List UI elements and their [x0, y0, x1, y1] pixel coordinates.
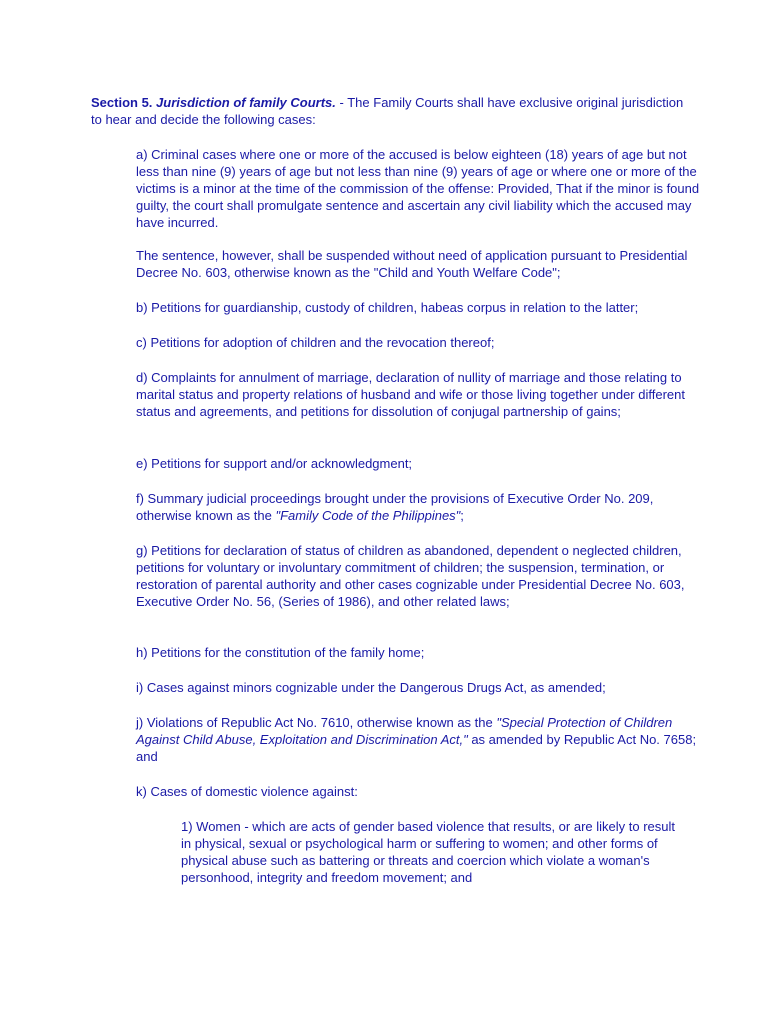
section-number: Section 5. [91, 95, 153, 110]
item-j [136, 714, 708, 765]
item-f-code-name: "Family Code of the Philippines" [275, 508, 461, 523]
item-f [136, 490, 708, 524]
item-g: g) Petitions for declaration of status of children as abandoned, dependent o neglected children, petitions for voluntary or involuntary commitment of children; the suspension, termination, or restoration of parental authority and other cases cognizable under Presidential Decree No. 603, Executive Order No. 56, (Series of 1986), and other related laws; [136, 543, 685, 609]
item-j-end: as amended by Republic Act No. 7658; and [136, 732, 697, 764]
item-a: a) Criminal cases where one or more of the accused is below eighteen (18) years of age but not less than nine (9) years of age but not less than nine (9) years of age or where one or more of the victims is a minor at the time of the commission of the offense: Provided, That if the minor is found guilty, the court shall promulgate sentence and ascertain any civil liability which the accused may have incurred. [136, 147, 700, 230]
item-f-text: f) Summary judicial proceedings brought under the provisions of Executive Order No. 209, otherwise known as the [136, 491, 654, 523]
section-title-period: . [332, 95, 336, 110]
item-b: b) Petitions for guardianship, custody of children, habeas corpus in relation to the latter; [136, 300, 639, 315]
item-f-end: ; [460, 508, 464, 523]
item-j-text: j) Violations of Republic Act No. 7610, otherwise known as the [136, 715, 497, 730]
item-a-note: The sentence, however, shall be suspended without need of application pursuant to Presidential Decree No. 603, otherwise known as the "Child and Youth Welfare Code"; [136, 248, 688, 280]
item-j-act-name: "Special Protection of Children Against Child Abuse, Exploitation and Discrimination Act," [136, 715, 673, 747]
item-k-1: 1) Women - which are acts of gender based violence that results, or are likely to result in physical, sexual or psychological harm or suffering to women; and other forms of physical abuse such as battering or threats and coercion which violate a woman's personhood, integrity and freedom movement; and [181, 819, 675, 885]
section-intro: - The Family Courts shall have exclusive original jurisdiction to hear and decide the following cases: [91, 95, 684, 127]
item-c: c) Petitions for adoption of children and the revocation thereof; [136, 335, 495, 350]
item-e: e) Petitions for support and/or acknowledgment; [136, 456, 413, 471]
item-i: i) Cases against minors cognizable under the Dangerous Drugs Act, as amended; [136, 680, 606, 695]
section-title: Jurisdiction of family Courts [156, 95, 333, 110]
item-d: d) Complaints for annulment of marriage, declaration of nullity of marriage and those relating to marital status and property relations of husband and wife or those living together under different status and agreements, and petitions for dissolution of conjugal partnership of gains; [136, 370, 685, 419]
section-heading [91, 94, 691, 128]
item-k: k) Cases of domestic violence against: [136, 784, 358, 799]
item-h: h) Petitions for the constitution of the family home; [136, 645, 425, 660]
